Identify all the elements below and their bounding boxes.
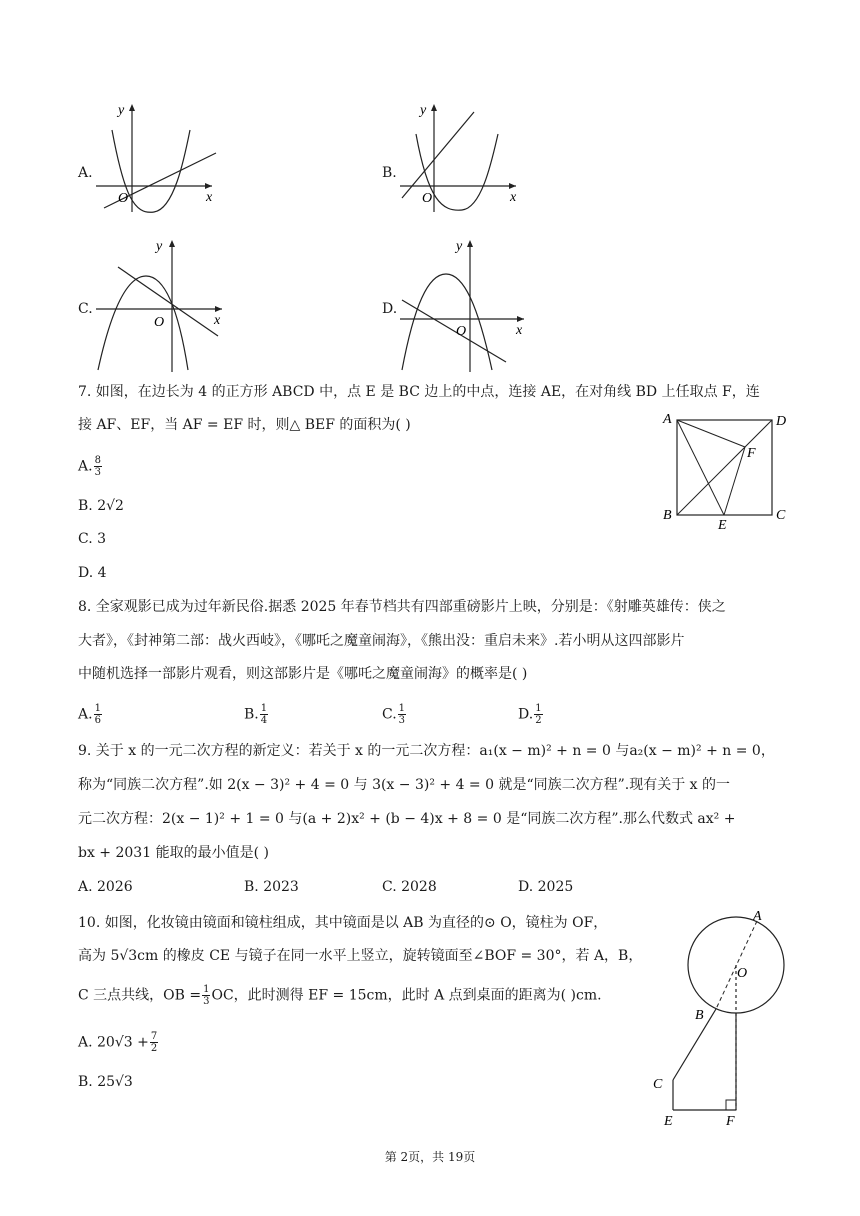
- q6-graph-d: [398, 236, 533, 374]
- q6-c-x-label: x: [214, 313, 221, 328]
- q7-label-d: D: [776, 414, 787, 429]
- q10-option-a: A. 20√3 + $\frac{7}{2}$: [78, 1031, 158, 1054]
- q7-line2: 接 AF、EF，当 AF = EF 时，则△ BEF 的面积为( ): [78, 417, 411, 433]
- q8-option-b: B. $\frac{1}{4}$: [244, 703, 268, 726]
- q6-a-x-label: x: [206, 190, 213, 205]
- q8-option-d: D. $\frac{1}{2}$: [518, 703, 542, 726]
- q10-option-b: B. 25√3: [78, 1074, 133, 1090]
- q10-line3: C 三点共线，OB = $\frac{1}{3}$ OC，此时测得 EF = 15cm，此时 A 点到桌面的距离为( )cm.: [78, 984, 602, 1007]
- q6-b-origin: O: [422, 191, 433, 206]
- q9-option-c: C. 2028: [382, 879, 437, 895]
- q10-label-f: F: [726, 1114, 735, 1129]
- q8-line1: 8. 全家观影已成为过年新民俗.据悉 2025 年春节档共有四部重磅影片上映，分别是：《射雕英雄传：侠之: [78, 599, 726, 615]
- q7-label-b: B: [663, 508, 672, 523]
- q7-label-f: F: [747, 446, 756, 461]
- q7-option-a: A. $\frac{8}{3}$: [78, 455, 101, 478]
- q6-c-origin: O: [154, 315, 165, 330]
- q7-option-c: C. 3: [78, 531, 107, 547]
- q6-b-x-label: x: [510, 190, 517, 205]
- q6-graph-c: [94, 236, 229, 374]
- q6-graph-b: [398, 100, 528, 215]
- q6-c-y-label: y: [156, 239, 163, 254]
- q6-a-y-label: y: [118, 103, 125, 118]
- q9-option-a: A. 2026: [78, 879, 133, 895]
- q7-line1: 7. 如图，在边长为 4 的正方形 ABCD 中，点 E 是 BC 边上的中点，连接 AE，在对角线 BD 上任取点 F，连: [78, 384, 760, 400]
- q10-label-o: O: [737, 966, 748, 981]
- q9-line4: bx + 2031 能取的最小值是( ): [78, 845, 269, 861]
- q6-option-c-label: C.: [78, 301, 93, 317]
- q6-option-d-label: D.: [382, 301, 398, 317]
- q9-option-b: B. 2023: [244, 879, 299, 895]
- q10-line2: 高为 5√3cm 的橡皮 CE 与镜子在同一水平上竖立，旋转镜面至∠BOF = 30°，若 A，B，: [78, 948, 643, 964]
- page-footer: 第 2页，共 19页: [384, 1150, 476, 1164]
- q7-square-figure: [655, 405, 795, 530]
- q8-option-c: C. $\frac{1}{3}$: [382, 703, 406, 726]
- q7-option-b: B. 2√2: [78, 498, 124, 514]
- q9-line3: 元二次方程：2(x − 1)² + 1 = 0 与(a + 2)x² + (b − 4)x + 8 = 0 是“同族二次方程”.那么代数式 ax² +: [78, 811, 736, 827]
- q10-label-e: E: [664, 1114, 673, 1129]
- q6-graph-a: [94, 100, 224, 215]
- q8-option-a: A. $\frac{1}{6}$: [78, 703, 101, 726]
- q6-b-y-label: y: [420, 103, 427, 118]
- q6-d-y-label: y: [456, 239, 463, 254]
- q9-line1: 9. 关于 x 的一元二次方程的新定义：若关于 x 的一元二次方程：a₁(x − m)² + n = 0 与a₂(x − m)² + n = 0，: [78, 743, 775, 759]
- q10-label-c: C: [653, 1077, 663, 1092]
- q8-line3: 中随机选择一部影片观看，则这部影片是《哪吒之魔童闹海》的概率是( ): [78, 666, 528, 682]
- q7-label-c: C: [776, 508, 786, 523]
- q7-option-d: D. 4: [78, 565, 107, 581]
- q7-label-e: E: [718, 518, 727, 530]
- q10-mirror-figure: [645, 905, 795, 1130]
- q6-d-origin: O: [456, 324, 467, 339]
- q10-label-b: B: [695, 1008, 704, 1023]
- q6-option-a-label: A.: [78, 165, 93, 181]
- q6-option-b-label: B.: [382, 165, 397, 181]
- q6-a-origin: O: [118, 191, 129, 206]
- q10-label-a: A: [753, 909, 762, 924]
- q9-option-d: D. 2025: [518, 879, 574, 895]
- q6-d-x-label: x: [516, 323, 523, 338]
- q9-line2: 称为“同族二次方程”.如 2(x − 3)² + 4 = 0 与 3(x − 3)² + 4 = 0 就是“同族二次方程”.现有关于 x 的一: [78, 777, 731, 793]
- q10-line1: 10. 如图，化妆镜由镜面和镜柱组成，其中镜面是以 AB 为直径的⊙ O，镜柱为 OF，: [78, 915, 608, 931]
- q7-label-a: A: [663, 412, 672, 427]
- q8-line2: 大者》，《封神第二部：战火西岐》，《哪吒之魔童闹海》，《熊出没：重启未来》.若小明从这四部影片: [78, 633, 685, 649]
